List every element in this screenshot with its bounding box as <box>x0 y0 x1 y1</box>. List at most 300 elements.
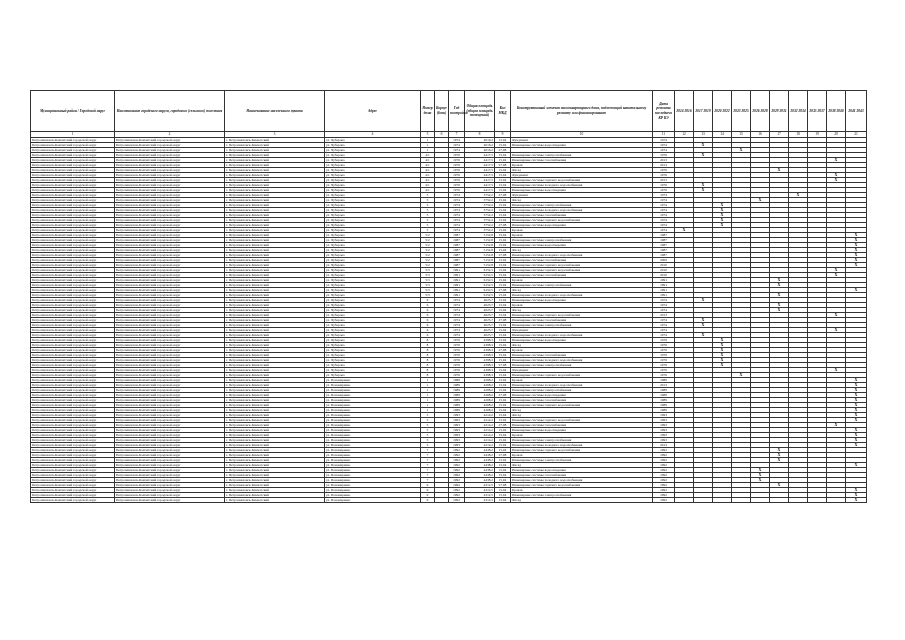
period-cell: X <box>694 153 713 158</box>
period-cell: X <box>846 393 867 398</box>
table-cell: 5152,8 <box>465 258 495 263</box>
table-cell: 8 <box>421 343 435 348</box>
table-cell: 7 <box>421 448 435 453</box>
table-cell: 4268,2 <box>465 383 495 388</box>
table-cell: 1976 <box>653 168 675 173</box>
table-cell: 1992 <box>449 478 465 483</box>
table-cell: Петропавловск-Камчатский городской округ <box>115 488 225 493</box>
period-cell: X <box>827 328 846 333</box>
table-cell: ул. Чубарова <box>325 343 421 348</box>
table-cell: 15,04 <box>495 178 511 183</box>
table-cell: 1974 <box>449 313 465 318</box>
table-cell: Петропавловск-Камчатский городской округ <box>31 158 115 163</box>
table-cell: 15,04 <box>495 413 511 418</box>
table-cell: 15,04 <box>495 238 511 243</box>
table-cell: Петропавловск-Камчатский городской округ <box>115 303 225 308</box>
table-cell: 1974 <box>653 318 675 323</box>
table-cell: 2013 <box>653 158 675 163</box>
table-cell: Петропавловск-Камчатский городской округ <box>31 343 115 348</box>
column-number: 1 <box>31 132 115 138</box>
table-cell: 3752,2 <box>465 218 495 223</box>
table-cell: 4/1 <box>421 158 435 163</box>
table-cell: 1974 <box>449 213 465 218</box>
table-cell: Петропавловск-Камчатский городской округ <box>115 163 225 168</box>
table-cell: г. Петропавловск-Камчатский <box>225 188 325 193</box>
table-cell: г. Петропавловск-Камчатский <box>225 423 325 428</box>
table-cell: 6152,5 <box>465 293 495 298</box>
table-cell: г. Петропавловск-Камчатский <box>225 483 325 488</box>
table-cell: Петропавловск-Камчатский городской округ <box>31 208 115 213</box>
table-cell: Петропавловск-Камчатский городской округ <box>115 483 225 488</box>
table-cell: Кровля <box>511 378 653 383</box>
table-cell: 27,08 <box>495 318 511 323</box>
table-cell: Инженерные системы газоснабжения <box>511 423 653 428</box>
table-cell: Петропавловск-Камчатский городской округ <box>31 233 115 238</box>
table-cell: Петропавловск-Камчатский городской округ <box>115 293 225 298</box>
table-cell: 1993 <box>449 433 465 438</box>
table-cell: г. Петропавловск-Камчатский <box>225 203 325 208</box>
column-header: 2017 2019 <box>694 91 713 132</box>
table-cell: 15,04 <box>495 448 511 453</box>
period-cell: X <box>827 178 846 183</box>
table-cell: 5/3 <box>421 268 435 273</box>
table-cell: 1992 <box>653 488 675 493</box>
table-cell: Петропавловск-Камчатский городской округ <box>31 268 115 273</box>
table-cell: 1976 <box>449 188 465 193</box>
table-cell: 15,04 <box>495 268 511 273</box>
period-cell: X <box>846 263 867 268</box>
table-cell: 1989 <box>653 408 675 413</box>
table-cell: Инженерные системы водоотведения <box>511 298 653 303</box>
table-cell: 1974 <box>449 298 465 303</box>
table-cell: Фасад <box>511 463 653 468</box>
table-cell: Петропавловск-Камчатский городской округ <box>115 253 225 258</box>
table-cell: Петропавловск-Камчатский городской округ <box>31 248 115 253</box>
table-cell: Фундамент <box>511 138 653 143</box>
table-cell: 1992 <box>653 448 675 453</box>
table-cell: 1992 <box>653 483 675 488</box>
table-cell: 5152,8 <box>465 248 495 253</box>
table-cell: 4025,7 <box>465 318 495 323</box>
table-cell: 4025,7 <box>465 298 495 303</box>
table-cell: 27,08 <box>495 393 511 398</box>
table-cell: Фасад <box>511 248 653 253</box>
table-cell: ул. Чубарова <box>325 283 421 288</box>
table-cell: 1991 <box>653 283 675 288</box>
period-cell: X <box>694 188 713 193</box>
table-cell: Петропавловск-Камчатский городской округ <box>31 178 115 183</box>
table-cell: Инженерные системы газоснабжения <box>511 213 653 218</box>
table-cell: 6152,5 <box>465 288 495 293</box>
table-cell: ул. Чубарова <box>325 248 421 253</box>
table-cell: Петропавловск-Камчатский городской округ <box>115 288 225 293</box>
period-cell: X <box>694 143 713 148</box>
table-cell: Петропавловск-Камчатский городской округ <box>115 233 225 238</box>
table-cell: г. Петропавловск-Камчатский <box>225 333 325 338</box>
table-cell: 1992 <box>449 453 465 458</box>
table-cell: 3752,2 <box>465 208 495 213</box>
table-cell: г. Петропавловск-Камчатский <box>225 218 325 223</box>
table-cell: ул. Чубарова <box>325 318 421 323</box>
period-cell: X <box>846 233 867 238</box>
table-cell: Петропавловск-Камчатский городской округ <box>31 443 115 448</box>
table-cell: г. Петропавловск-Камчатский <box>225 248 325 253</box>
table-cell: 1992 <box>449 473 465 478</box>
period-cell: X <box>713 203 732 208</box>
table-cell: Петропавловск-Камчатский городской округ <box>115 298 225 303</box>
column-number: 2 <box>115 132 225 138</box>
period-cell: X <box>694 333 713 338</box>
period-cell: X <box>751 478 770 483</box>
column-number: 18 <box>789 132 808 138</box>
table-cell: Петропавловск-Камчатский городской округ <box>31 388 115 393</box>
table-cell: 1976 <box>653 368 675 373</box>
period-cell: X <box>846 438 867 443</box>
table-cell: 1976 <box>653 358 675 363</box>
table-cell: Петропавловск-Камчатский городской округ <box>31 143 115 148</box>
table-cell: 1989 <box>653 403 675 408</box>
table-cell: 1976 <box>449 183 465 188</box>
table-cell: 15,04 <box>495 338 511 343</box>
column-header: 2014 2016 <box>675 91 694 132</box>
period-cell: X <box>713 208 732 213</box>
table-cell: 4025,7 <box>465 308 495 313</box>
table-cell: Петропавловск-Камчатский городской округ <box>31 463 115 468</box>
table-cell: 15,04 <box>495 218 511 223</box>
table-cell: г. Петропавловск-Камчатский <box>225 488 325 493</box>
table-cell: 15,04 <box>495 378 511 383</box>
table-cell: 1991 <box>449 273 465 278</box>
column-header: Номер дома <box>421 91 435 132</box>
table-cell: 1974 <box>653 308 675 313</box>
table-cell: Инженерные системы холодного водоснабжения <box>511 478 653 483</box>
table-cell: ул. Чубарова <box>325 193 421 198</box>
table-cell: Петропавловск-Камчатский городской округ <box>115 273 225 278</box>
table-cell: Петропавловск-Камчатский городской округ <box>31 228 115 233</box>
table-cell: Петропавловск-Камчатский городской округ <box>31 498 115 503</box>
table-cell: Петропавловск-Камчатский городской округ <box>115 493 225 498</box>
period-cell: X <box>846 413 867 418</box>
table-cell: г. Петропавловск-Камчатский <box>225 338 325 343</box>
table-cell: 15,04 <box>495 303 511 308</box>
table-cell: 1976 <box>653 373 675 378</box>
table-cell: 1992 <box>653 498 675 503</box>
table-cell: 1976 <box>653 353 675 358</box>
period-cell: X <box>827 268 846 273</box>
table-cell: Петропавловск-Камчатский городской округ <box>115 258 225 263</box>
table-cell: 1989 <box>653 393 675 398</box>
table-cell: ул. Чубарова <box>325 273 421 278</box>
table-cell: Инженерные системы газоснабжения <box>511 258 653 263</box>
table-cell: 4417,5 <box>465 183 495 188</box>
table-cell: г. Петропавловск-Камчатский <box>225 273 325 278</box>
table-cell: 1987 <box>653 243 675 248</box>
table-cell: Инженерные системы водоотведения <box>511 243 653 248</box>
column-header: 2026 2028 <box>751 91 770 132</box>
table-cell: 1992 <box>653 478 675 483</box>
table-cell: 5 <box>421 208 435 213</box>
table-cell: 1992 <box>449 468 465 473</box>
table-cell: 4/1 <box>421 163 435 168</box>
table-cell: 2010 <box>653 273 675 278</box>
table-cell: 4417,5 <box>465 163 495 168</box>
table-cell: 4214,2 <box>465 438 495 443</box>
table-cell: Петропавловск-Камчатский городской округ <box>31 263 115 268</box>
table-cell: ул. Пономаренко <box>325 433 421 438</box>
table-cell: Кровля <box>511 433 653 438</box>
table-cell: Инженерные системы горячего водоснабжения <box>511 448 653 453</box>
table-cell: 15,04 <box>495 158 511 163</box>
table-cell: 15,04 <box>495 153 511 158</box>
table-cell: г. Петропавловск-Камчатский <box>225 358 325 363</box>
period-cell: X <box>694 318 713 323</box>
table-cell: Петропавловск-Камчатский городской округ <box>31 298 115 303</box>
table-cell: 1 <box>421 378 435 383</box>
table-cell: 1976 <box>449 178 465 183</box>
table-cell: Фасад <box>511 288 653 293</box>
table-cell: 1974 <box>449 138 465 143</box>
table-cell: Петропавловск-Камчатский городской округ <box>31 288 115 293</box>
table-cell: Кровля <box>511 228 653 233</box>
table-cell: 1987 <box>653 248 675 253</box>
table-cell: г. Петропавловск-Камчатский <box>225 323 325 328</box>
table-cell: Петропавловск-Камчатский городской округ <box>115 343 225 348</box>
table-cell: 1987 <box>449 238 465 243</box>
table-cell: 4268,2 <box>465 378 495 383</box>
table-cell: Петропавловск-Камчатский городской округ <box>31 408 115 413</box>
table-cell: ул. Чубарова <box>325 203 421 208</box>
column-header: 2023 2025 <box>732 91 751 132</box>
period-cell: X <box>846 258 867 263</box>
table-cell: 15,04 <box>495 493 511 498</box>
table-cell: 9 <box>421 488 435 493</box>
table-cell: 15,04 <box>495 308 511 313</box>
table-cell: 5 <box>421 418 435 423</box>
table-cell: Фасад <box>511 198 653 203</box>
table-cell: г. Петропавловск-Камчатский <box>225 353 325 358</box>
table-cell: Инженерные системы газоснабжения <box>511 473 653 478</box>
table-cell: Петропавловск-Камчатский городской округ <box>115 378 225 383</box>
table-cell: 1 <box>421 138 435 143</box>
column-header: Муниципальный район / Городской округ <box>31 91 115 132</box>
table-cell: Петропавловск-Камчатский городской округ <box>31 283 115 288</box>
table-cell: 1974 <box>653 333 675 338</box>
table-cell: г. Петропавловск-Камчатский <box>225 398 325 403</box>
table-cell: 9 <box>421 498 435 503</box>
table-cell: Инженерные системы холодного водоснабжения <box>511 383 653 388</box>
table-cell: 1992 <box>449 448 465 453</box>
table-cell: ул. Чубарова <box>325 228 421 233</box>
table-cell: 4016,2 <box>465 148 495 153</box>
table-cell: 3752,2 <box>465 228 495 233</box>
column-number: 19 <box>808 132 827 138</box>
table-cell: 6 <box>421 323 435 328</box>
table-cell: г. Петропавловск-Камчатский <box>225 178 325 183</box>
table-cell: Петропавловск-Камчатский городской округ <box>31 308 115 313</box>
table-cell: Петропавловск-Камчатский городской округ <box>115 178 225 183</box>
table-cell: 4214,2 <box>465 443 495 448</box>
table-cell: ул. Чубарова <box>325 183 421 188</box>
table-cell: Петропавловск-Камчатский городской округ <box>115 323 225 328</box>
table-cell: 5152,8 <box>465 263 495 268</box>
table-cell: Петропавловск-Камчатский городской округ <box>31 333 115 338</box>
table-cell: 27,08 <box>495 148 511 153</box>
table-cell: Петропавловск-Камчатский городской округ <box>115 423 225 428</box>
period-cell <box>732 498 751 503</box>
table-cell: Кровля <box>511 303 653 308</box>
table-cell: Петропавловск-Камчатский городской округ <box>31 168 115 173</box>
table-cell: 15,04 <box>495 298 511 303</box>
table-cell: г. Петропавловск-Камчатский <box>225 403 325 408</box>
table-cell: Инженерные системы электроснабжения <box>511 323 653 328</box>
table-cell: г. Петропавловск-Камчатский <box>225 473 325 478</box>
table-cell: 2013 <box>653 383 675 388</box>
table-cell: Петропавловск-Камчатский городской округ <box>31 398 115 403</box>
table-cell: ул. Чубарова <box>325 358 421 363</box>
column-header: 2020 2022 <box>713 91 732 132</box>
table-cell: Инженерные системы горячего водоснабжения <box>511 263 653 268</box>
table-cell: ул. Чубарова <box>325 143 421 148</box>
table-cell: 1974 <box>449 303 465 308</box>
table-cell: 1 <box>421 148 435 153</box>
table-cell: Петропавловск-Камчатский городской округ <box>31 278 115 283</box>
table-cell: 4/1 <box>421 188 435 193</box>
table-cell: г. Петропавловск-Камчатский <box>225 433 325 438</box>
table-cell: 5/2 <box>421 258 435 263</box>
table-cell: Петропавловск-Камчатский городской округ <box>31 303 115 308</box>
table-cell: ул. Пономаренко <box>325 428 421 433</box>
table-cell: г. Петропавловск-Камчатский <box>225 138 325 143</box>
table-cell: Петропавловск-Камчатский городской округ <box>115 313 225 318</box>
table-cell: 15,04 <box>495 173 511 178</box>
table-cell: 4016,2 <box>465 143 495 148</box>
table-cell: г. Петропавловск-Камчатский <box>225 418 325 423</box>
table-cell: 15,04 <box>495 208 511 213</box>
column-number: 21 <box>846 132 867 138</box>
table-cell: Инженерные системы холодного водоснабжения <box>511 253 653 258</box>
table-cell: 1976 <box>449 373 465 378</box>
table-cell: ул. Чубарова <box>325 158 421 163</box>
table-cell: 4417,5 <box>465 153 495 158</box>
table-cell: ул. Пономаренко <box>325 398 421 403</box>
table-cell: Петропавловск-Камчатский городской округ <box>115 398 225 403</box>
table-cell: ул. Чубарова <box>325 303 421 308</box>
period-cell <box>713 498 732 503</box>
table-cell: ул. Чубарова <box>325 298 421 303</box>
table-cell: ул. Чубарова <box>325 353 421 358</box>
period-cell: X <box>846 463 867 468</box>
table-cell: ул. Чубарова <box>325 368 421 373</box>
table-cell: Инженерные системы газоснабжения <box>511 318 653 323</box>
table-cell: 1976 <box>449 338 465 343</box>
table-cell: Петропавловск-Камчатский городской округ <box>31 253 115 258</box>
period-cell: X <box>846 408 867 413</box>
table-cell: Петропавловск-Камчатский городской округ <box>115 138 225 143</box>
table-cell: ул. Чубарова <box>325 168 421 173</box>
table-cell: 5 <box>421 228 435 233</box>
table-cell: Петропавловск-Камчатский городской округ <box>31 363 115 368</box>
table-cell: ул. Чубарова <box>325 213 421 218</box>
table-cell: Петропавловск-Камчатский городской округ <box>31 243 115 248</box>
table-cell: 4417,5 <box>465 158 495 163</box>
table-cell: 5/2 <box>421 253 435 258</box>
table-cell: 15,04 <box>495 138 511 143</box>
table-cell: г. Петропавловск-Камчатский <box>225 293 325 298</box>
table-cell: 15,04 <box>495 458 511 463</box>
table-cell: 4398,3 <box>465 368 495 373</box>
table-cell: Петропавловск-Камчатский городской округ <box>115 193 225 198</box>
table-cell: г. Петропавловск-Камчатский <box>225 208 325 213</box>
header-row <box>31 91 867 132</box>
table-cell: Петропавловск-Камчатский городской округ <box>115 318 225 323</box>
table-cell: Петропавловск-Камчатский городской округ <box>31 193 115 198</box>
table-cell: ул. Чубарова <box>325 188 421 193</box>
table-cell: 15,04 <box>495 243 511 248</box>
table-cell: г. Петропавловск-Камчатский <box>225 478 325 483</box>
table-cell: 27,08 <box>495 288 511 293</box>
table-cell: 1974 <box>653 208 675 213</box>
table-cell: г. Петропавловск-Камчатский <box>225 318 325 323</box>
table-cell: 5/2 <box>421 233 435 238</box>
table-cell: 1992 <box>449 458 465 463</box>
table-cell: 2013 <box>653 178 675 183</box>
table-cell: 3752,2 <box>465 198 495 203</box>
table-cell: Петропавловск-Камчатский городской округ <box>115 243 225 248</box>
table-cell: 2013 <box>653 443 675 448</box>
period-cell: X <box>770 458 789 463</box>
table-cell: 1987 <box>653 233 675 238</box>
period-cell: X <box>827 313 846 318</box>
table-cell: Петропавловск-Камчатский городской округ <box>115 338 225 343</box>
table-cell: 1992 <box>653 493 675 498</box>
table-cell: г. Петропавловск-Камчатский <box>225 153 325 158</box>
table-cell: Петропавловск-Камчатский городской округ <box>115 263 225 268</box>
table-cell: г. Петропавловск-Камчатский <box>225 288 325 293</box>
column-header: Корпус (блок) <box>435 91 449 132</box>
table-cell: г. Петропавловск-Камчатский <box>225 453 325 458</box>
table-cell: 1976 <box>449 343 465 348</box>
table-cell: Кровля <box>511 278 653 283</box>
table-cell: ул. Чубарова <box>325 278 421 283</box>
table-cell: 2010 <box>653 268 675 273</box>
table-cell: Инженерные системы электроснабжения <box>511 238 653 243</box>
table-cell: 1992 <box>653 458 675 463</box>
table-cell: 4/1 <box>421 178 435 183</box>
table-cell: ул. Чубарова <box>325 218 421 223</box>
table-cell: Петропавловск-Камчатский городской округ <box>31 223 115 228</box>
table-cell: г. Петропавловск-Камчатский <box>225 343 325 348</box>
period-cell: X <box>770 308 789 313</box>
table-cell: Петропавловск-Камчатский городской округ <box>115 283 225 288</box>
table-cell: 5/2 <box>421 248 435 253</box>
table-cell: 1974 <box>653 198 675 203</box>
table-cell: 15,04 <box>495 443 511 448</box>
table-cell: ул. Пономаренко <box>325 443 421 448</box>
table-cell: 1987 <box>653 253 675 258</box>
table-cell: г. Петропавловск-Камчатский <box>225 388 325 393</box>
table-cell: 15,04 <box>495 228 511 233</box>
table-cell: 5 <box>421 213 435 218</box>
table-cell: Петропавловск-Камчатский городской округ <box>115 158 225 163</box>
table-cell: ул. Пономаренко <box>325 418 421 423</box>
table-cell: 2013 <box>653 313 675 318</box>
table-cell: Петропавловск-Камчатский городской округ <box>115 183 225 188</box>
period-cell: X <box>713 348 732 353</box>
table-cell: г. Петропавловск-Камчатский <box>225 368 325 373</box>
table-cell: 1974 <box>653 193 675 198</box>
period-cell: X <box>770 303 789 308</box>
table-cell: ул. Пономаренко <box>325 498 421 503</box>
